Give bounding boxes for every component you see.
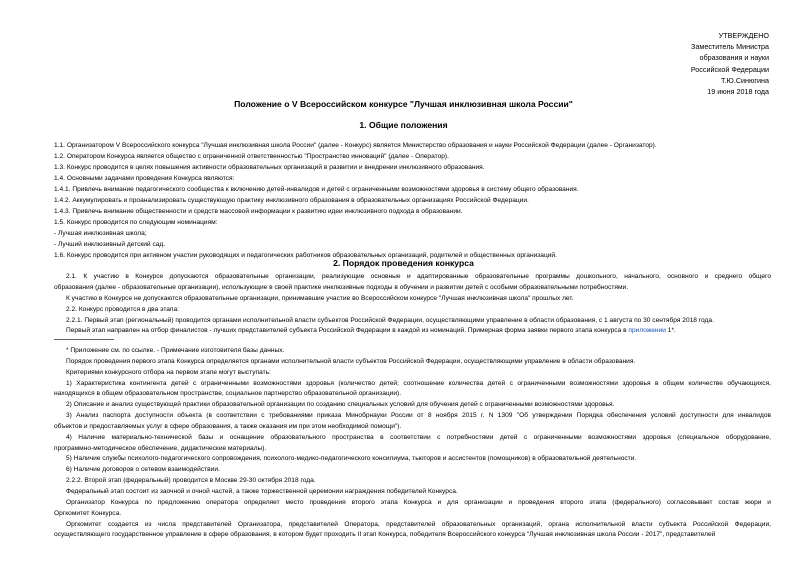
paragraph: 1.6. Конкурс проводится при активном участии руководящих и педагогических работников образовательных организаций, родителей и общественных организаций. <box>54 252 557 260</box>
footnote-line: 2) Описание и анализ существующей практики образовательной организации по созданию специальных условий для обучения детей с ограниченными возможностями здоровья. <box>66 401 615 409</box>
paragraph: 2.2. Конкурс проводится в два этапа: <box>66 305 180 313</box>
approval-stamp <box>691 30 769 97</box>
approval-line: образования и науки <box>699 53 769 63</box>
paragraph: образования (далее - образовательные организации), использующие в своей практике инклюзивные подходы в обучении и развитии детей с особыми образовательными потребностями. <box>54 283 629 291</box>
approval-line: Заместитель Министра <box>691 42 769 52</box>
footnote-line: * Приложение см. по ссылке. - Примечание изготовителя базы данных. <box>66 347 285 354</box>
approval-line: Т.Ю.Синюгина <box>720 75 769 85</box>
paragraph: 1.5. Конкурс проводится по следующим номинациям: <box>54 219 218 227</box>
paragraph: 1.4.2. Аккумулировать и проанализировать существующую практику инклюзивного образования в образовательных организациях Российской Федерации. <box>54 197 529 205</box>
appendix-link[interactable]: приложении <box>628 327 666 335</box>
section-heading-procedure: 2. Порядок проведения конкурса <box>333 258 474 268</box>
paragraph <box>54 326 771 337</box>
footnote-line: 2.2.2. Второй этап (федеральный) проводится в Москве 29-30 октября 2018 года. <box>66 477 316 485</box>
footnote-line: 6) Наличие договоров о сетевом взаимодействии. <box>66 466 220 474</box>
footnote-line: 3) Анализ паспорта доступности объекта (в соответствии с требованиями приказа Минобрнауки России от 8 ноября 2015 г. N 1309 "Об утверждении Порядка обеспечения условий доступности для инвалидов <box>66 412 771 420</box>
paragraph: 1.2. Оператором Конкурса является общество с ограниченной ответственностью "Пространство инноваций" (далее - Оператор). <box>54 153 449 161</box>
footnote-line: осуществляющего государственное управление в сфере образования, в котором будет проходить II этап Конкурса, победителя Всероссийского конкурса "Лучшая инклюзивная школа России - 2017", представителей <box>54 531 716 539</box>
section-procedure-body <box>54 272 771 337</box>
paragraph-text: Первый этап направлен на отбор финалистов - лучших представителей субъекта Российской Федерации в каждой из номинаций. Примерная форма заявки первого этапа конкурса в <box>66 327 627 335</box>
paragraph: 1.4.1. Привлечь внимание педагогического сообщества к включению детей-инвалидов и детей с ограниченными возможностями здоровья в систему общего образования. <box>54 186 579 194</box>
footnote-line: Оргкомитет Конкурса. <box>54 509 122 517</box>
footnote-line: 1) Характеристика контингента детей с ограниченными возможностями здоровья (количество детей; соотношение количества детей с ограниченными возможностями здоровья в общем количестве обучающихся, <box>66 379 771 387</box>
footnote-ref: 1*. <box>667 327 676 335</box>
paragraph: 1.1. Организатором V Всероссийского конкурса "Лучшая инклюзивная школа России" (далее - Конкурс) является Министерство образования и науки Российской Федерации (далее - Организатор). <box>54 142 657 149</box>
approval-line: УТВЕРЖДЕНО <box>718 31 769 40</box>
footnote-line: 5) Наличие службы психолого-педагогического сопровождения, психолого-медико-педагогического консилиума, тьюторов и ассистентов (помощников) в образовательной деятельности. <box>66 455 637 463</box>
footnote-line: Оргкомитет создается из числа представителей Организатора, представителей Оператора, представителей образовательных организаций, органа исполнительной власти субъекта Российской Федерации, <box>66 520 771 528</box>
section-heading-general: 1. Общие положения <box>359 120 448 130</box>
footnote-line: Критериями конкурсного отбора на первом этапе могут выступать: <box>66 368 271 376</box>
paragraph: 2.2.1. Первый этап (региональный) проводится органами исполнительной власти субъектов Российской Федерации, осуществляющими управление в области образования, с 1 августа по 30 сентября 2018 года. <box>66 316 714 324</box>
paragraph: 2.1. К участию в Конкурсе допускаются образовательные организации, реализующие основные и адаптированные образовательные программы дошкольного, начального, основного и среднего общего <box>66 273 771 280</box>
section-general-body <box>54 140 771 262</box>
paragraph: - Лучшая инклюзивная школа; <box>54 230 147 238</box>
approval-line: 19 июня 2018 года <box>707 87 769 97</box>
paragraph: - Лучший инклюзивный детский сад. <box>54 241 166 249</box>
footnote-line: Организатор Конкурса по предложению оператора определяет место проведения второго этапа Конкурса и для организации и проведения второго этапа (федерального) согласовывает состав жюри и <box>66 498 771 506</box>
footnote-line: Порядок проведения первого этапа Конкурса определяется органами исполнительной власти субъектов Российской Федерации, осуществляющими управление в области образования. <box>66 357 636 365</box>
document-title: Положение о V Всероссийском конкурсе "Лучшая инклюзивная школа России" <box>234 99 573 109</box>
paragraph: 1.4. Основными задачами проведения Конкурса являются: <box>54 175 235 183</box>
approval-line: Российской Федерации <box>690 64 769 74</box>
paragraph: 1.3. Конкурс проводится в целях повышения активности образовательных организаций в развитии и внедрении инклюзивного образования. <box>54 164 485 172</box>
paragraph: К участию в Конкурсе не допускаются образовательные организации, принимавшие участие во Всероссийском конкурсе "Лучшая инклюзивная школа" прошлых лет. <box>66 294 574 302</box>
footnote-line: объектов и предоставляемых услуг в сфере образования, а также оказания им при этом необходимой помощи"). <box>54 422 402 430</box>
footnote-line: программно-методическое обеспечение, дидактические материалы). <box>54 444 267 452</box>
footnote-line: Федеральный этап состоит из заочной и очной частей, а также торжественной церемонии награждения победителей Конкурса. <box>66 487 458 495</box>
footnote-line: 4) Наличие материально-технической базы и оснащение образовательного пространства в соответствии с потребностями детей с ограниченными возможностями здоровья (специальное оборудование, <box>66 433 771 441</box>
footnote-body <box>54 346 771 541</box>
footnote-line: находящихся в общем образовательном пространстве, социальное партнерство образовательной организации). <box>54 390 402 398</box>
footnote-divider <box>54 339 114 340</box>
paragraph: 1.4.3. Привлечь внимание общественности и средств массовой информации к развитию идеи инклюзивного подхода в образовании. <box>54 208 463 216</box>
